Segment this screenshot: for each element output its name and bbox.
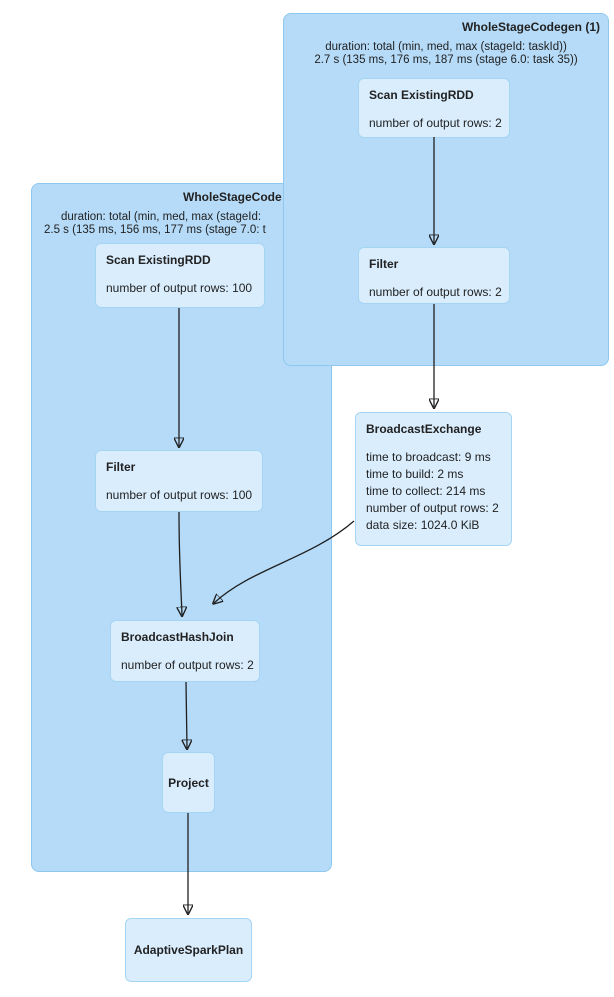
node-title: Project <box>168 775 209 790</box>
cluster-1-duration-line2: 2.7 s (135 ms, 176 ms, 187 ms (stage 6.0: task 35)) <box>314 54 578 66</box>
node-metric: time to collect: 214 ms <box>366 484 486 498</box>
node-scan-existingrdd-left[interactable] <box>95 243 265 308</box>
node-metric: number of output rows: 2 <box>369 285 502 299</box>
node-broadcast-exchange[interactable] <box>355 412 512 546</box>
node-title: AdaptiveSparkPlan <box>133 943 244 957</box>
node-scan-existingrdd-right[interactable] <box>358 78 510 138</box>
node-metric: data size: 1024.0 KiB <box>366 518 480 532</box>
cluster-2-duration-line2: 2.5 s (135 ms, 156 ms, 177 ms (stage 7.0: t <box>44 224 266 236</box>
node-adaptive-spark-plan[interactable] <box>125 918 252 982</box>
node-title: Scan ExistingRDD <box>106 253 211 267</box>
node-title: BroadcastHashJoin <box>121 630 234 644</box>
cluster-2-title: WholeStageCode <box>183 190 282 204</box>
node-title: Filter <box>369 257 399 271</box>
node-metric: number of output rows: 2 <box>366 501 499 515</box>
node-title: BroadcastExchange <box>366 422 482 436</box>
node-metric: number of output rows: 2 <box>369 116 502 130</box>
node-title: Scan ExistingRDD <box>369 88 474 102</box>
node-metric: time to broadcast: 9 ms <box>366 450 491 464</box>
node-title: Filter <box>106 460 136 474</box>
node-metric: number of output rows: 100 <box>106 488 253 502</box>
cluster-1-duration-line1: duration: total (min, med, max (stageId: taskId)) <box>325 41 567 53</box>
node-metric: time to build: 2 ms <box>366 467 464 481</box>
node-filter-right[interactable] <box>358 247 510 304</box>
cluster-1-title: WholeStageCodegen (1) <box>461 20 600 34</box>
cluster-2-duration-line1: duration: total (min, med, max (stageId: <box>61 211 262 223</box>
node-metric: number of output rows: 100 <box>106 281 253 295</box>
node-project[interactable] <box>162 752 215 813</box>
node-filter-left[interactable] <box>95 450 263 512</box>
node-metric: number of output rows: 2 <box>121 658 254 672</box>
cluster-wholestagecodegen-1 <box>283 13 609 366</box>
node-broadcast-hash-join[interactable] <box>110 620 260 682</box>
